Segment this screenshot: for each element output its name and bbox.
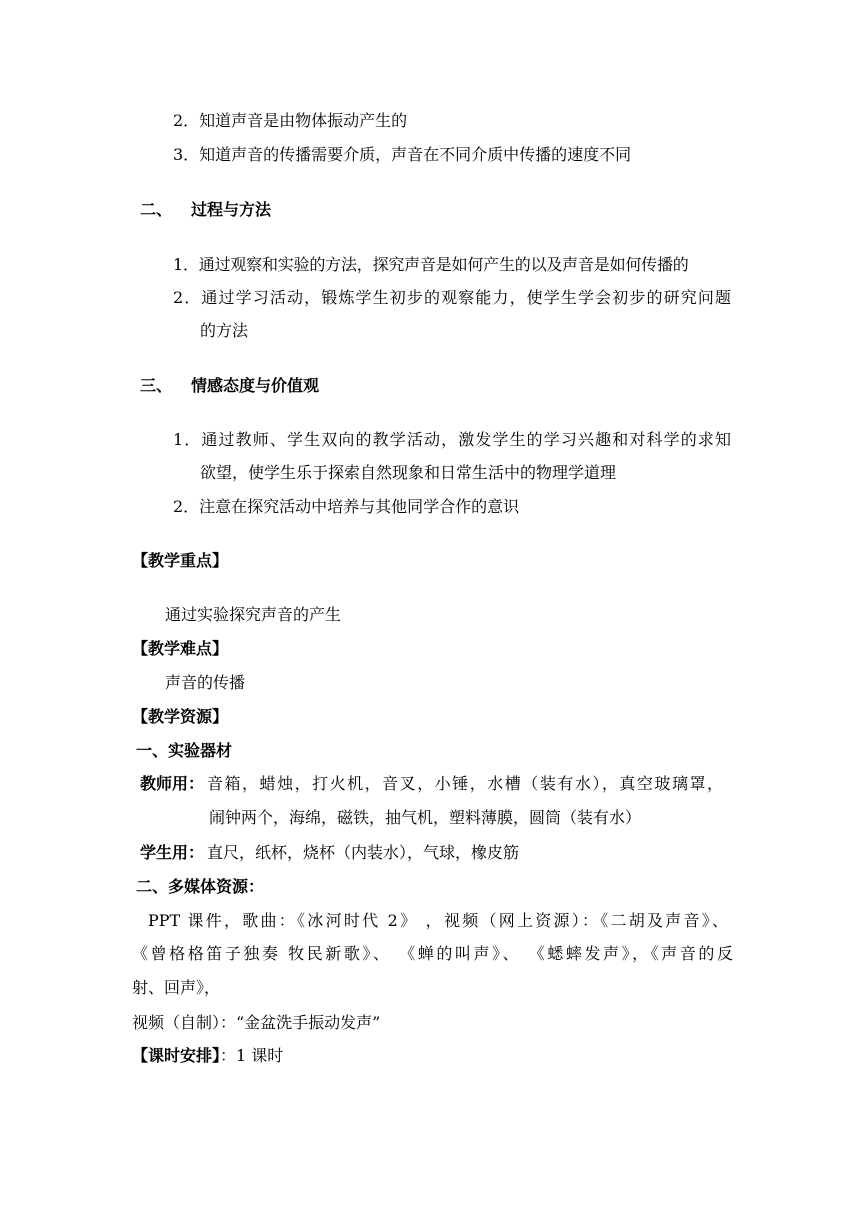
multimedia-line-1: PPT 课件，歌曲：《冰河时代 2》 ，视频（网上资源）：《二胡及声音》、 — [148, 911, 728, 930]
multimedia-line-4: 视频（自制）：“金盆洗手振动发声” — [132, 1013, 381, 1032]
teacher-equipment-line-2: 闹钟两个，海绵，磁铁，抽气机，塑料薄膜，圆筒（装有水） — [209, 808, 642, 827]
multimedia-line-3: 射、回声》， — [132, 978, 221, 997]
student-label: 学生用： — [140, 843, 205, 862]
section-heading-process-methods: 过程与方法 — [191, 200, 272, 219]
resources-heading: 【教学资源】 — [132, 707, 229, 726]
schedule-text: 1 课时 — [236, 1046, 284, 1065]
schedule-heading: 【课时安排】 — [132, 1046, 221, 1065]
student-equipment: 直尺，纸杯，烧杯（内装水），气球，橡皮筋 — [207, 843, 520, 862]
key-points-text: 通过实验探究声音的产生 — [165, 605, 342, 624]
section-heading-number: 二、 — [140, 200, 173, 219]
process-method-item-2-line-1: 2．通过学习活动，锻炼学生初步的观察能力，使学生学会初步的研究问题 — [173, 288, 731, 307]
teacher-label: 教师用： — [140, 774, 205, 793]
multimedia-line-2: 《曾格格笛子独奏 牧民新歌》、 《蝉的叫声》、 《蟋蟀发声》，《声音的反 — [132, 944, 733, 963]
knowledge-goal-item-2: 2．知道声音是由物体振动产生的 — [173, 111, 408, 130]
schedule-separator: ： — [220, 1046, 237, 1065]
section-heading-number: 三、 — [140, 376, 173, 395]
attitude-item-2: 2．注意在探究活动中培养与其他同学合作的意识 — [173, 497, 520, 516]
multimedia-heading: 二、多媒体资源： — [136, 877, 265, 896]
schedule-row — [132, 1046, 283, 1066]
key-points-heading: 【教学重点】 — [132, 551, 229, 570]
attitude-item-1-line-2: 欲望，使学生乐于探索自然现象和日常生活中的物理学道理 — [200, 463, 617, 482]
teacher-equipment-line-1: 音箱，蜡烛，打火机，音叉，小锤，水槽（装有水），真空玻璃罩， — [207, 774, 723, 793]
knowledge-goal-item-3: 3．知道声音的传播需要介质，声音在不同介质中传播的速度不同 — [173, 145, 632, 164]
section-heading-attitudes-values: 情感态度与价值观 — [191, 376, 320, 395]
difficult-points-text: 声音的传播 — [165, 673, 246, 692]
attitude-item-1-line-1: 1．通过教师、学生双向的教学活动，激发学生的学习兴趣和对科学的求知 — [173, 430, 731, 449]
equipment-heading: 一、实验器材 — [136, 741, 233, 760]
process-method-item-2-line-2: 的方法 — [200, 321, 249, 340]
difficult-points-heading: 【教学难点】 — [132, 639, 229, 658]
process-method-item-1: 1．通过观察和实验的方法，探究声音是如何产生的以及声音是如何传播的 — [173, 255, 689, 274]
